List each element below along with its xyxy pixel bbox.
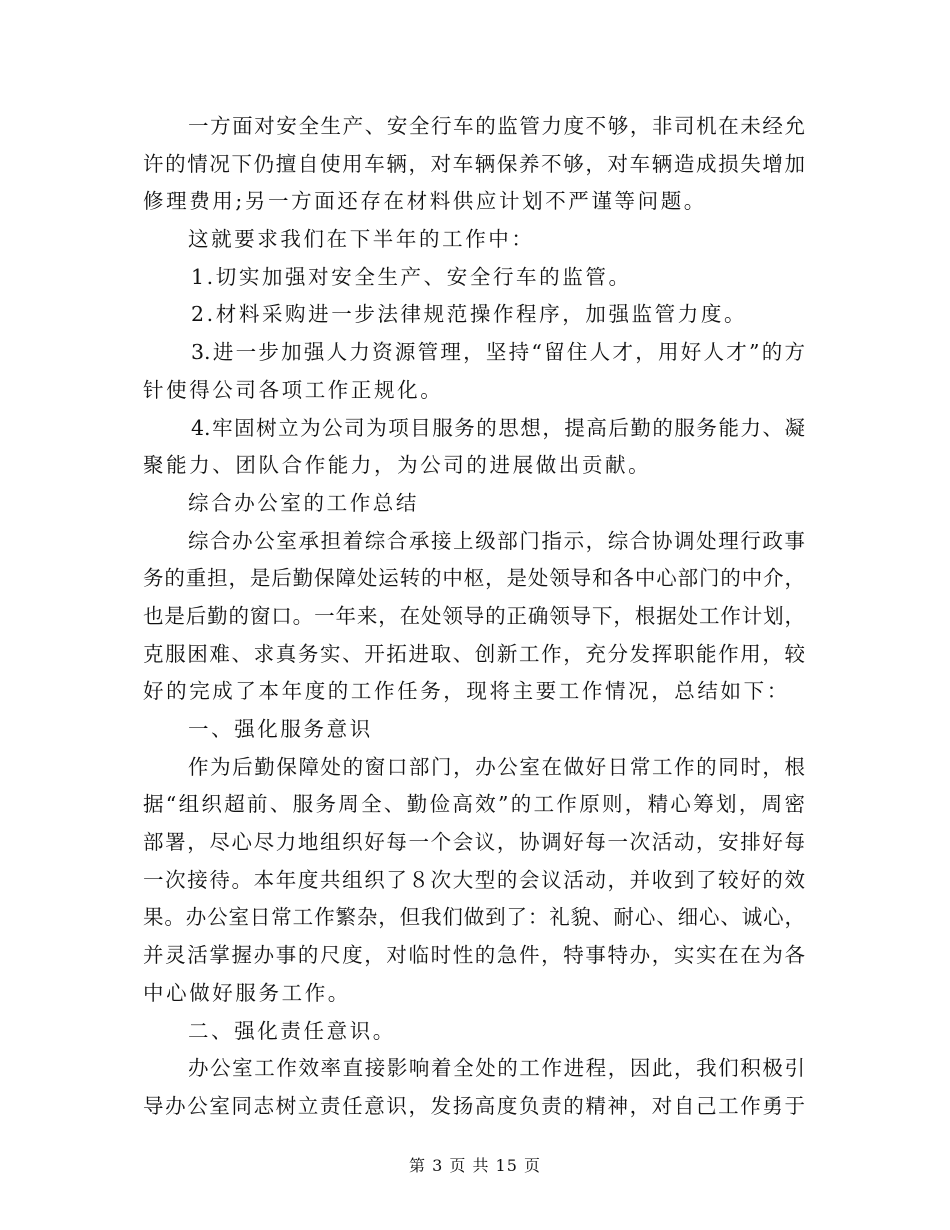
paragraph-line: 办公室工作效率直接影响着全处的工作进程，因此，我们积极引 — [188, 1056, 805, 1081]
paragraph-line: 一次接待。本年度共组织了８次大型的会议活动，并收到了较好的效 — [143, 867, 805, 892]
list-item: 3.进一步加强人力资源管理，坚持“留住人才，用好人才”的方 — [191, 340, 805, 365]
list-item-continuation: 聚能力、团队合作能力，为公司的进展做出贡献。 — [143, 453, 652, 478]
paragraph-line: 这就要求我们在下半年的工作中： — [188, 227, 535, 252]
list-item: 1.切实加强对安全生产、安全行车的监管。 — [191, 264, 632, 289]
section-heading: 综合办公室的工作总结 — [188, 490, 419, 515]
list-item: 4.牢固树立为公司为项目服务的思想，提高后勤的服务能力、凝 — [191, 415, 805, 440]
paragraph-line: 导办公室同志树立责任意识，发扬高度负责的精神，对自己工作勇于 — [143, 1093, 805, 1118]
paragraph-line: 一方面对安全生产、安全行车的监管力度不够，非司机在未经允 — [188, 114, 805, 138]
paragraph-line: 作为后勤保障处的窗口部门，办公室在做好日常工作的同时，根 — [188, 754, 805, 779]
paragraph-line: 中心做好服务工作。 — [143, 980, 351, 1005]
paragraph-line: 克服困难、求真务实、开拓进取、创新工作，充分发挥职能作用，较 — [143, 641, 805, 666]
paragraph-line: 好的完成了本年度的工作任务，现将主要工作情况，总结如下： — [143, 679, 790, 704]
paragraph-line: 果。办公室日常工作繁杂，但我们做到了：礼貌、耐心、细心、诚心， — [143, 905, 805, 930]
subsection-heading: 二、强化责任意识。 — [188, 1018, 396, 1043]
list-item-continuation: 针使得公司各项工作正规化。 — [143, 377, 444, 402]
list-item: 2.材料采购进一步法律规范操作程序，加强监管力度。 — [191, 302, 748, 327]
paragraph-line: 许的情况下仍擅自使用车辆，对车辆保养不够，对车辆造成损失增加 — [143, 151, 805, 176]
document-body — [143, 108, 805, 1126]
paragraph-line: 务的重担，是后勤保障处运转的中枢，是处领导和各中心部门的中介， — [143, 566, 805, 591]
page-number-footer: 第 3 页 共 15 页 — [409, 1156, 541, 1175]
subsection-heading: 一、强化服务意识 — [188, 717, 373, 741]
paragraph-line: 并灵活掌握办事的尺度，对临时性的急件，特事特办，实实在在为各 — [143, 943, 805, 968]
paragraph-line: 也是后勤的窗口。一年来，在处领导的正确领导下，根据处工作计划， — [143, 603, 805, 628]
paragraph-line: 据“组织超前、服务周全、勤俭高效”的工作原则，精心筹划，周密 — [143, 792, 805, 817]
paragraph-line: 综合办公室承担着综合承接上级部门指示，综合协调处理行政事 — [188, 528, 805, 553]
paragraph-line: 修理费用;另一方面还存在材料供应计划不严谨等问题。 — [143, 189, 707, 214]
paragraph-line: 部署，尽心尽力地组织好每一个会议，协调好每一次活动，安排好每 — [143, 830, 805, 855]
